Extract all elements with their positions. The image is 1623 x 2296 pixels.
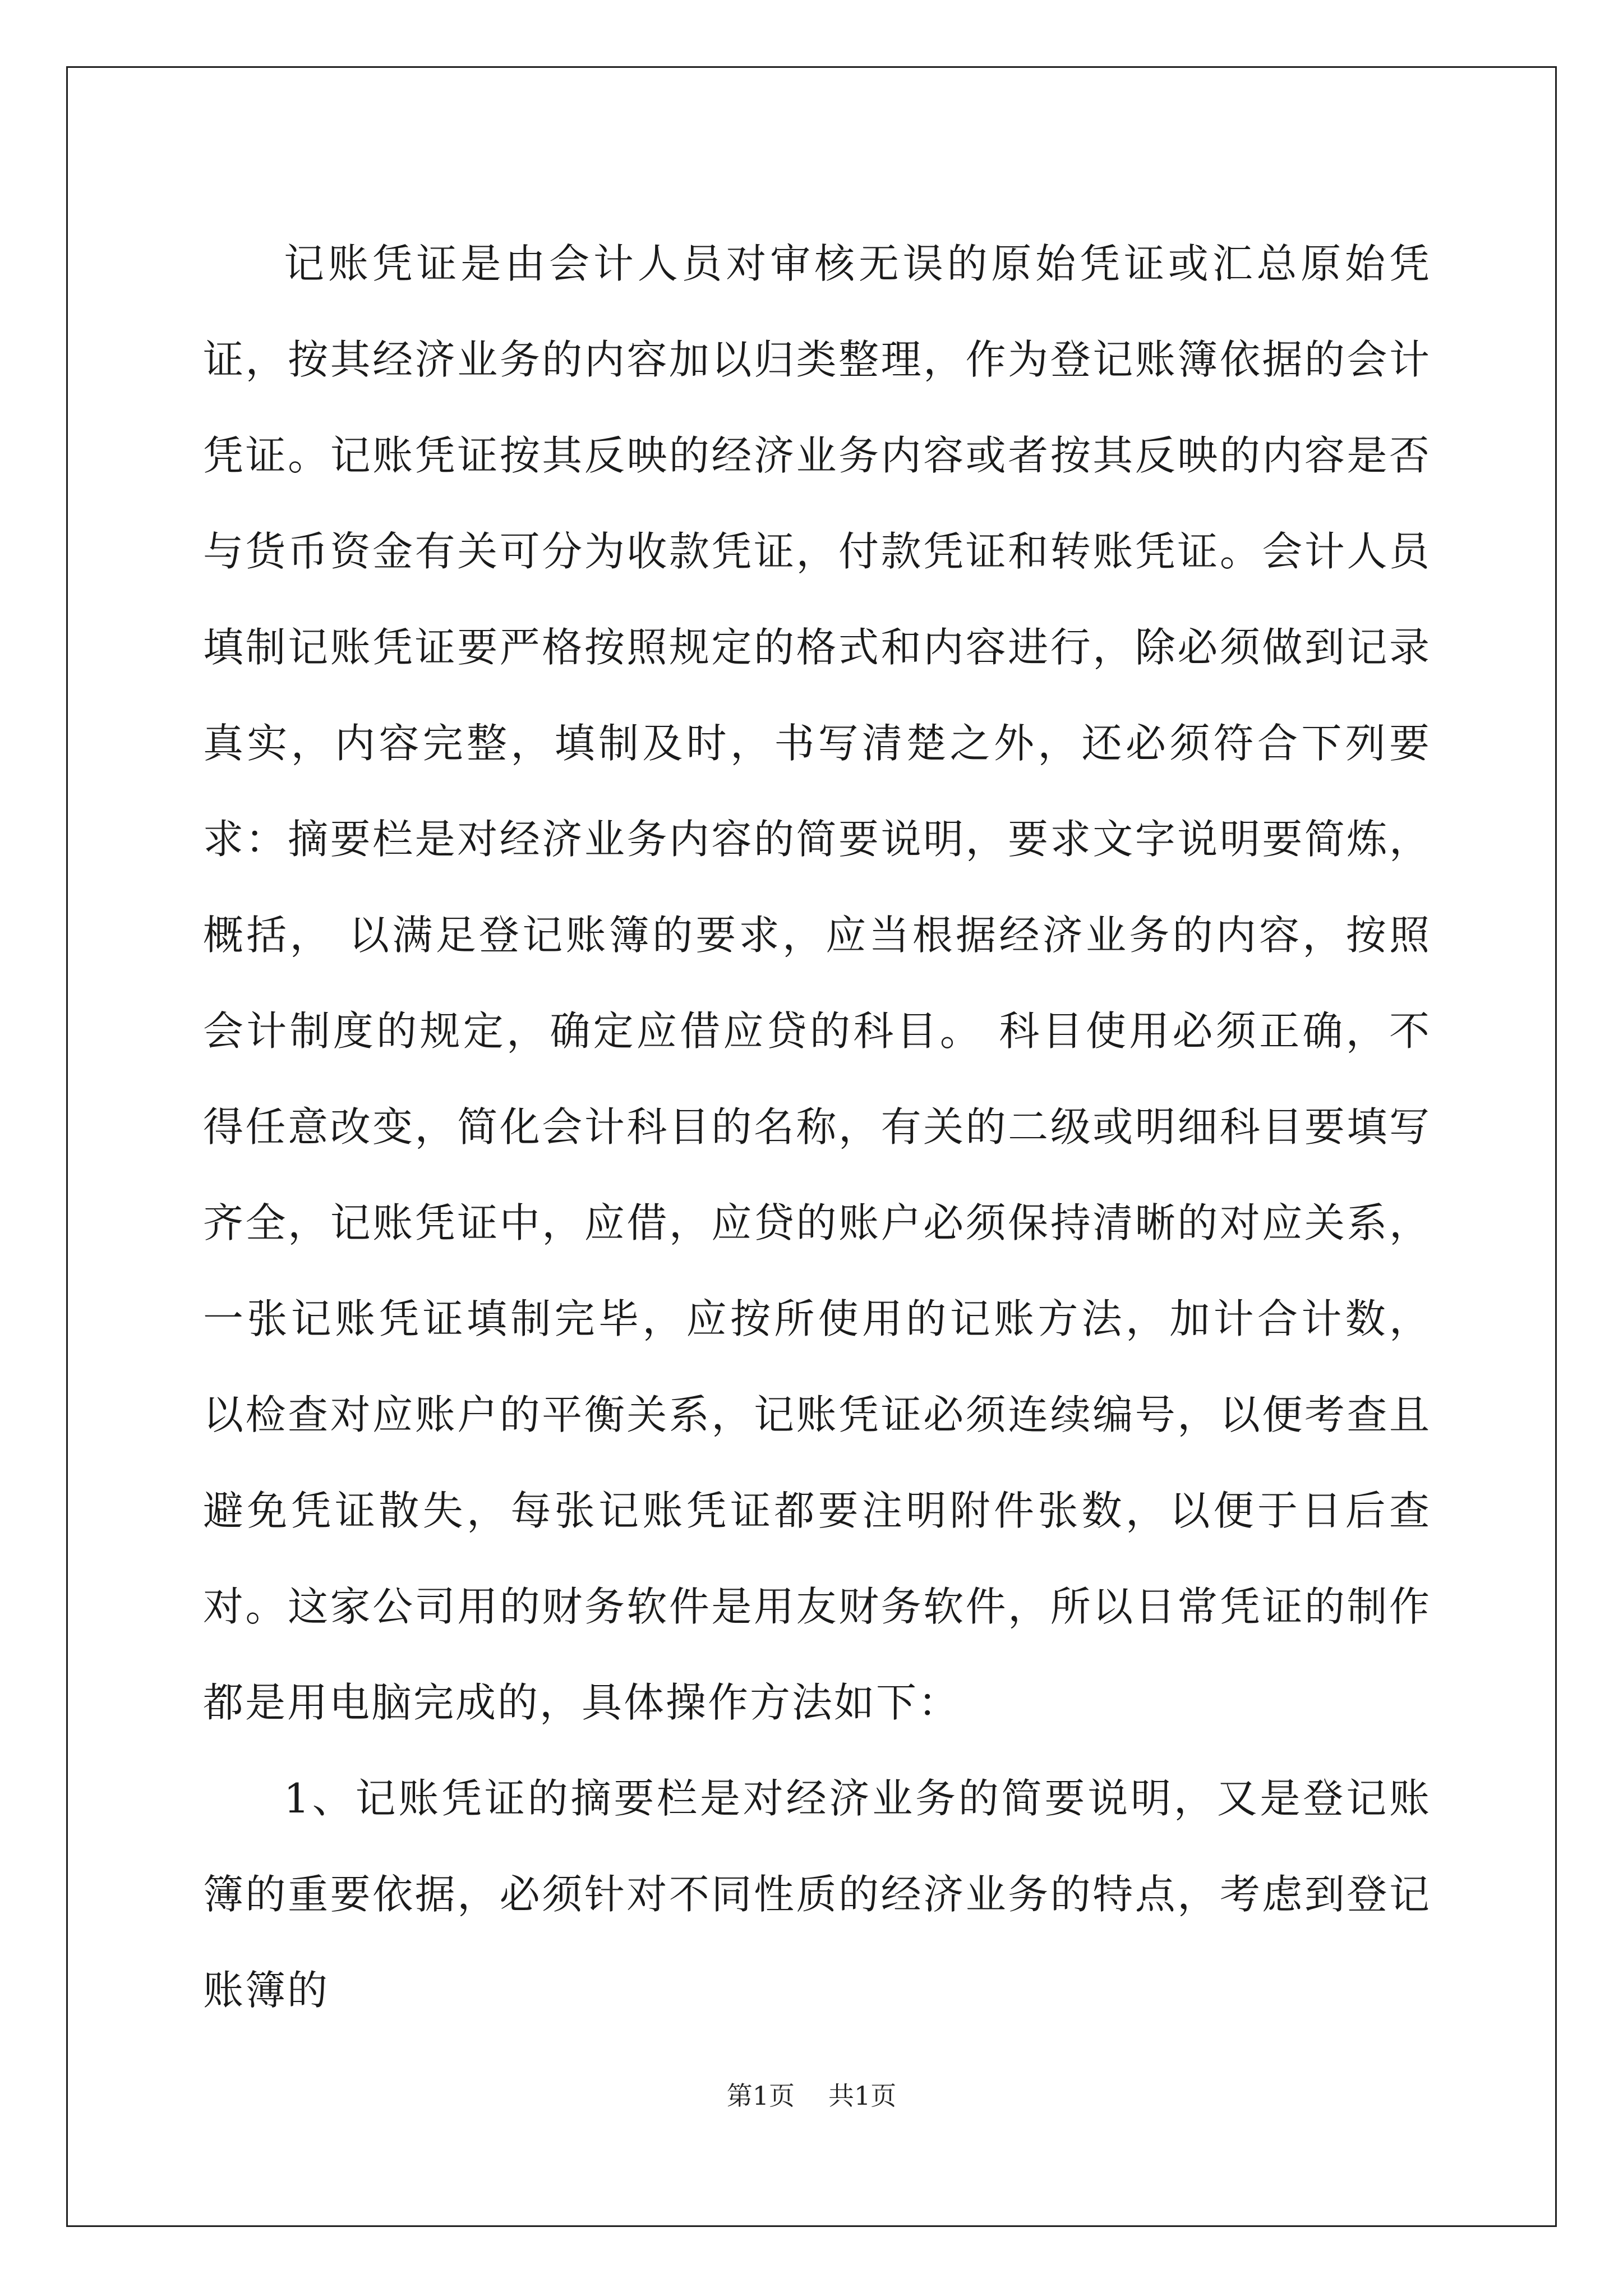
paragraph-1: 记账凭证是由会计人员对审核无误的原始凭证或汇总原始凭证，按其经济业务的内容加以归类整理，作为登记账簿依据的会计凭证。记账凭证按其反映的经济业务内容或者按其反映的内容是否与货币资金有关可分为收款凭证，付款凭证和转账凭证。会计人员填制记账凭证要严格按照规定的格式和内容进行，除必须做到记录真实，内容完整，填制及时，书写清楚之外，还必须符合下列要求：摘要栏是对经济业务内容的简要说明，要求文字说明要简炼，概括， 以满足登记账簿的要求，应当根据经济业务的内容，按照会计制度的规定，确定应借应贷的科目。 科目使用必须正确，不得任意改变，简化会计科目的名称，有关的二级或明细科目要填写齐全，记账凭证中，应借，应贷的账户必须保持清晰的对应关系，一张记账凭证填制完毕，应按所使用的记账方法，加计合计数， 以检查对应账户的平衡关系，记账凭证必须连续编号，以便考查且避免凭证散失，每张记账凭证都要注明附件张数，以便于日后查对。这家公司用的财务软件是用友财务软件，所以日常凭证的制作都是用电脑完成的，具体操作方法如下： — [203, 240, 1431, 1726]
page-number: 第1页 — [726, 2081, 795, 2111]
page-total: 共1页 — [828, 2081, 897, 2111]
document-body — [203, 216, 1431, 2039]
paragraph-2: 1、记账凭证的摘要栏是对经济业务的简要说明，又是登记账簿的重要依据，必须针对不同性质的经济业务的特点，考虑到登记账簿的 — [203, 1775, 1431, 2014]
page-footer — [0, 2076, 1623, 2113]
